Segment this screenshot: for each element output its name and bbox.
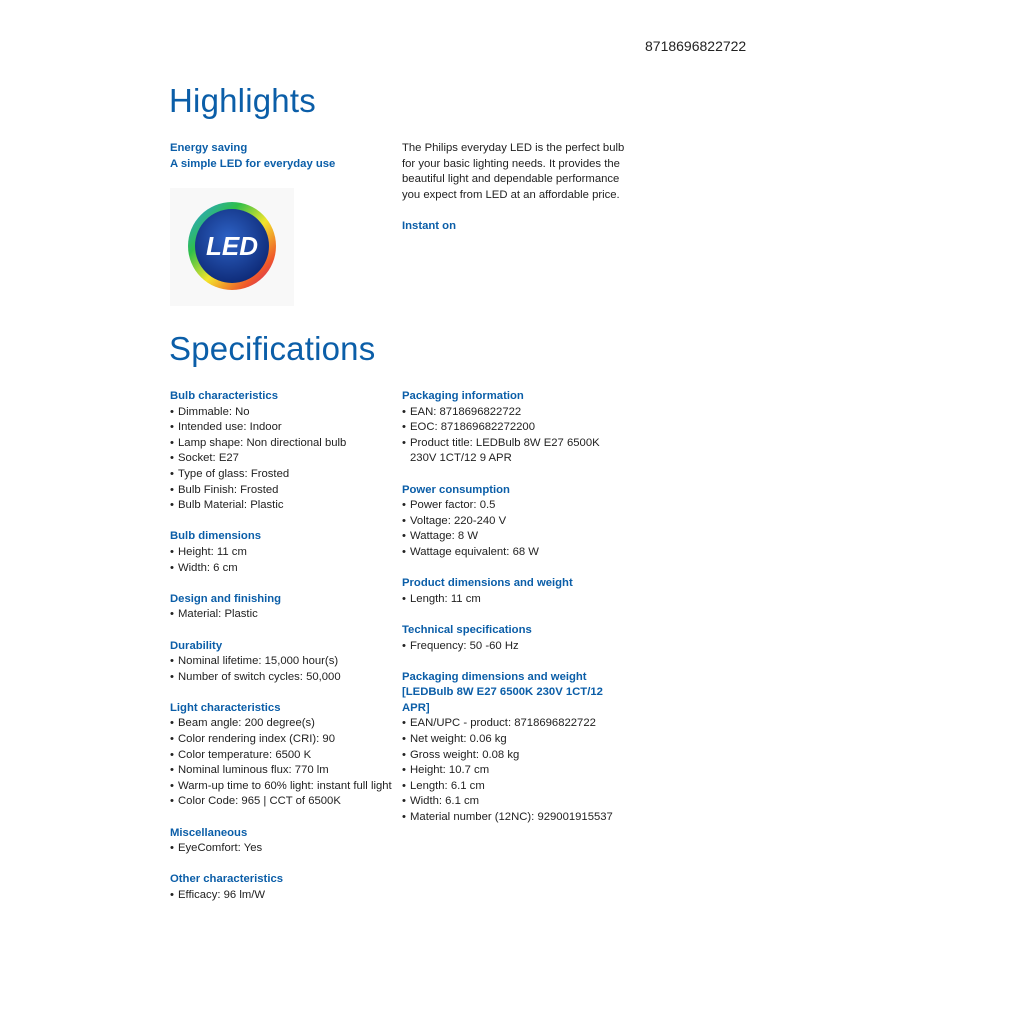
spec-group-miscellaneous <box>170 826 400 857</box>
spec-group-power-consumption <box>402 483 627 561</box>
spec-list <box>402 405 627 467</box>
spec-list <box>170 888 400 904</box>
spec-item: • Voltage: 220-240 V <box>402 514 627 530</box>
spec-group-technical-specifications <box>402 623 627 654</box>
spec-group-title: Packaging dimensions and weight [LEDBulb 8W E27 6500K 230V 1CT/12 APR] <box>402 670 603 714</box>
specifications-left-column <box>170 389 400 919</box>
spec-item: • Warm-up time to 60% light: instant full light <box>170 779 400 795</box>
spec-group-title: Technical specifications <box>402 623 532 636</box>
spec-list <box>170 545 400 576</box>
spec-item: • Material: Plastic <box>170 607 400 623</box>
spec-list <box>170 841 400 857</box>
spec-list <box>170 405 400 514</box>
spec-item: • Length: 6.1 cm <box>402 779 627 795</box>
spec-item: • Frequency: 50 -60 Hz <box>402 639 627 655</box>
led-logo-text: LED <box>206 231 258 261</box>
spec-item: • EAN/UPC - product: 8718696822722 <box>402 716 627 732</box>
instant-on-title: Instant on <box>402 219 456 232</box>
product-code: 8718696822722 <box>645 38 747 54</box>
spec-item: • Number of switch cycles: 50,000 <box>170 670 400 686</box>
specifications-right-column <box>402 389 627 841</box>
spec-item: • Wattage equivalent: 68 W <box>402 545 627 561</box>
highlights-title: Highlights <box>169 82 316 119</box>
spec-group-other-characteristics <box>170 872 400 903</box>
highlights-description: The Philips everyday LED is the perfect bulb for your basic lighting needs. It provides the beautiful light and dependable performance you expect from LED at an affordable price. <box>402 142 625 201</box>
spec-list <box>402 592 627 608</box>
spec-item: • Height: 10.7 cm <box>402 763 627 779</box>
spec-item: • Intended use: Indoor <box>170 420 400 436</box>
spec-group-packaging-information <box>402 389 627 467</box>
spec-group-durability <box>170 639 400 686</box>
spec-list <box>170 654 400 685</box>
spec-item: • Efficacy: 96 lm/W <box>170 888 400 904</box>
spec-item: • Bulb Material: Plastic <box>170 498 400 514</box>
led-logo-icon <box>170 188 294 306</box>
spec-item: • Dimmable: No <box>170 405 400 421</box>
spec-item: • Color Code: 965 | CCT of 6500K <box>170 794 400 810</box>
spec-group-title: Other characteristics <box>170 873 284 886</box>
spec-group-title: Power consumption <box>402 483 510 496</box>
spec-item: • Color temperature: 6500 K <box>170 748 400 764</box>
spec-item: • Length: 11 cm <box>402 592 627 608</box>
highlights-left <box>170 141 400 172</box>
spec-group-design-and-finishing <box>170 592 400 623</box>
spec-item: • Bulb Finish: Frosted <box>170 483 400 499</box>
simple-led-title: A simple LED for everyday use <box>170 157 336 170</box>
spec-list <box>402 639 627 655</box>
spec-item: • Material number (12NC): 929001915537 <box>402 810 627 826</box>
spec-item: • EyeComfort: Yes <box>170 841 400 857</box>
highlights-right <box>402 141 627 235</box>
spec-item: • Width: 6.1 cm <box>402 794 627 810</box>
spec-item: • Nominal luminous flux: 770 lm <box>170 763 400 779</box>
spec-item: • Height: 11 cm <box>170 545 400 561</box>
spec-item: • Nominal lifetime: 15,000 hour(s) <box>170 654 400 670</box>
spec-group-packaging-dimensions-and-weight <box>402 670 627 826</box>
spec-group-title: Packaging information <box>402 390 524 402</box>
spec-item: • Wattage: 8 W <box>402 529 627 545</box>
spec-group-title: Product dimensions and weight <box>402 577 573 590</box>
spec-group-bulb-characteristics <box>170 389 400 514</box>
spec-item: • Net weight: 0.06 kg <box>402 732 627 748</box>
spec-item: • Beam angle: 200 degree(s) <box>170 716 400 732</box>
energy-saving-title: Energy saving <box>170 142 248 154</box>
spec-list <box>170 607 400 623</box>
spec-group-bulb-dimensions <box>170 529 400 576</box>
spec-item: • EOC: 871869682272200 <box>402 420 627 436</box>
spec-group-title: Light characteristics <box>170 701 281 714</box>
specifications-title: Specifications <box>169 330 376 367</box>
spec-group-product-dimensions-and-weight <box>402 576 627 607</box>
spec-item: • Gross weight: 0.08 kg <box>402 748 627 764</box>
spec-group-title: Miscellaneous <box>170 826 248 839</box>
spec-group-title: Durability <box>170 639 223 652</box>
spec-list <box>402 498 627 560</box>
spec-group-title: Design and finishing <box>170 592 282 605</box>
spec-group-light-characteristics <box>170 701 400 810</box>
spec-list <box>170 716 400 810</box>
spec-item: • Socket: E27 <box>170 451 400 467</box>
spec-group-title: Bulb characteristics <box>170 390 278 402</box>
spec-group-title: Bulb dimensions <box>170 530 262 543</box>
spec-item: • Color rendering index (CRI): 90 <box>170 732 400 748</box>
spec-item: • EAN: 8718696822722 <box>402 405 627 421</box>
spec-item: • Product title: LEDBulb 8W E27 6500K 230V 1CT/12 9 APR <box>402 436 627 467</box>
spec-item: • Lamp shape: Non directional bulb <box>170 436 400 452</box>
spec-item: • Power factor: 0.5 <box>402 498 627 514</box>
spec-item: • Type of glass: Frosted <box>170 467 400 483</box>
spec-list <box>402 716 627 825</box>
spec-item: • Width: 6 cm <box>170 561 400 577</box>
